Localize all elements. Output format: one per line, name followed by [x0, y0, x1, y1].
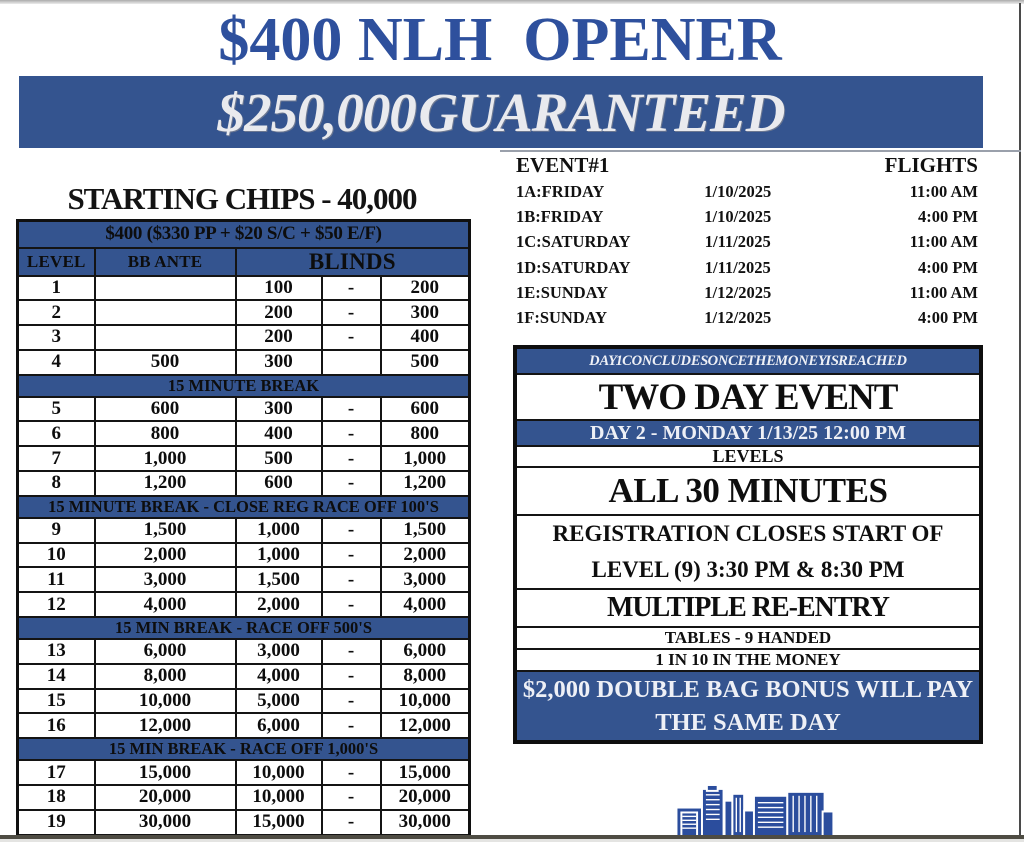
level-cell: 14 — [18, 664, 95, 689]
bb-ante-cell: 20,000 — [95, 785, 236, 810]
level-row — [18, 300, 470, 325]
day1-conclusion-note: DAY 1 CONCLUDES ONCE THE MONEY IS REACHED — [517, 349, 979, 373]
flight-name: 1F:SUNDAY — [516, 308, 608, 328]
separator-cell: - — [322, 689, 381, 714]
two-day-event-label: TWO DAY EVENT — [517, 373, 979, 419]
flight-name: 1A:FRIDAY — [516, 181, 605, 201]
small-blind-cell: 200 — [236, 300, 322, 325]
level-row — [18, 518, 470, 543]
level-cell: 5 — [18, 397, 95, 422]
small-blind-cell: 200 — [236, 325, 322, 350]
small-blind-cell: 500 — [236, 446, 322, 471]
small-blind-cell: 5,000 — [236, 689, 322, 714]
big-blind-cell: 1,500 — [381, 518, 470, 543]
event-info-box — [513, 345, 983, 744]
blind-structure-table — [16, 219, 471, 842]
double-bag-bonus — [517, 670, 979, 740]
flight-name: 1E:SUNDAY — [516, 282, 608, 302]
bb-ante-cell — [95, 325, 236, 350]
flight-name: 1D:SATURDAY — [516, 257, 631, 277]
big-blind-cell: 600 — [381, 397, 470, 422]
flight-time: 4:00 PM — [917, 257, 978, 277]
level-cell: 19 — [18, 810, 95, 835]
separator-cell: - — [322, 639, 381, 664]
flight-date: 1/11/2025 — [704, 232, 771, 252]
flight-date: 1/11/2025 — [704, 257, 771, 277]
small-blind-cell: 10,000 — [236, 785, 322, 810]
small-blind-cell: 1,000 — [236, 518, 322, 543]
flight-date: 1/12/2025 — [704, 282, 772, 302]
registration-close-line1: REGISTRATION CLOSES START OF — [552, 521, 944, 546]
small-blind-cell: 1,500 — [236, 567, 322, 592]
level-cell: 8 — [18, 471, 95, 496]
small-blind-cell: 600 — [236, 471, 322, 496]
city-skyline-icon — [666, 785, 838, 836]
small-blind-cell: 400 — [236, 421, 322, 446]
flights-divider-line — [500, 150, 1021, 152]
in-the-money-info: 1 IN 10 IN THE MONEY — [517, 648, 979, 670]
tables-info: TABLES - 9 HANDED — [517, 626, 979, 648]
column-header-row — [18, 248, 470, 276]
big-blind-cell: 400 — [381, 325, 470, 350]
flight-date: 1/12/2025 — [704, 308, 772, 328]
level-cell: 15 — [18, 689, 95, 714]
big-blind-cell: 6,000 — [381, 639, 470, 664]
break-label: 15 MINUTE BREAK - CLOSE REG RACE OFF 100'S — [18, 496, 470, 518]
registration-close-line2: LEVEL (9) 3:30 PM & 8:30 PM — [591, 557, 905, 582]
level-cell: 4 — [18, 350, 95, 375]
level-column-header: LEVEL — [18, 248, 95, 276]
small-blind-cell: 300 — [236, 397, 322, 422]
level-row — [18, 446, 470, 471]
bb-ante-cell: 500 — [95, 350, 236, 375]
flight-time: 11:00 AM — [909, 181, 978, 201]
level-row — [18, 639, 470, 664]
flight-date: 1/10/2025 — [704, 181, 772, 201]
level-cell: 2 — [18, 300, 95, 325]
separator-cell: - — [322, 592, 381, 617]
flights-label: FLIGHTS — [884, 153, 978, 177]
big-blind-cell: 200 — [381, 276, 470, 301]
window-top-edge — [0, 0, 1024, 4]
flight-row — [516, 204, 978, 229]
bonus-line2: THE SAME DAY — [655, 709, 841, 736]
small-blind-cell: 6,000 — [236, 713, 322, 738]
reentry-info: MULTIPLE RE-ENTRY — [517, 588, 979, 626]
flight-time: 11:00 AM — [909, 232, 978, 252]
big-blind-cell: 2,000 — [381, 543, 470, 568]
separator-cell: - — [322, 276, 381, 301]
guarantee-banner — [19, 76, 983, 148]
level-row — [18, 713, 470, 738]
level-cell: 12 — [18, 592, 95, 617]
big-blind-cell: 12,000 — [381, 713, 470, 738]
flight-date: 1/10/2025 — [704, 206, 772, 226]
level-row — [18, 689, 470, 714]
level-row — [18, 397, 470, 422]
bb-ante-cell: 1,000 — [95, 446, 236, 471]
bb-ante-cell: 1,200 — [95, 471, 236, 496]
flight-row — [516, 230, 978, 255]
starting-chips-title: STARTING CHIPS - 40,000 — [67, 181, 417, 216]
big-blind-cell: 300 — [381, 300, 470, 325]
separator-cell: - — [322, 543, 381, 568]
level-row — [18, 760, 470, 785]
bb-ante-cell: 4,000 — [95, 592, 236, 617]
separator-cell: - — [322, 518, 381, 543]
flight-row — [516, 179, 978, 204]
level-cell: 18 — [18, 785, 95, 810]
break-label: 15 MIN BREAK - RACE OFF 1,000'S — [18, 738, 470, 760]
levels-label: LEVELS — [517, 445, 979, 466]
level-row — [18, 471, 470, 496]
small-blind-cell: 4,000 — [236, 664, 322, 689]
flight-name: 1B:FRIDAY — [516, 206, 604, 226]
separator-cell: - — [322, 421, 381, 446]
big-blind-cell: 20,000 — [381, 785, 470, 810]
small-blind-cell: 300 — [236, 350, 322, 375]
big-blind-cell: 800 — [381, 421, 470, 446]
level-row — [18, 592, 470, 617]
bb-ante-cell — [95, 276, 236, 301]
registration-close-info — [517, 514, 979, 588]
small-blind-cell: 3,000 — [236, 639, 322, 664]
separator-cell: - — [322, 567, 381, 592]
level-row — [18, 664, 470, 689]
level-cell: 7 — [18, 446, 95, 471]
small-blind-cell: 15,000 — [236, 810, 322, 835]
bb-ante-cell: 800 — [95, 421, 236, 446]
level-cell: 17 — [18, 760, 95, 785]
level-cell: 3 — [18, 325, 95, 350]
flight-time: 11:00 AM — [909, 282, 978, 302]
separator-cell: - — [322, 325, 381, 350]
bb-ante-cell: 2,000 — [95, 543, 236, 568]
separator-cell — [322, 350, 381, 375]
big-blind-cell: 15,000 — [381, 760, 470, 785]
level-cell: 10 — [18, 543, 95, 568]
bb-ante-cell: 15,000 — [95, 760, 236, 785]
flight-row — [516, 280, 978, 305]
break-label: 15 MIN BREAK - RACE OFF 500'S — [18, 617, 470, 639]
guarantee-text: $250,000 GUARANTEED — [217, 81, 785, 143]
break-row — [18, 375, 470, 397]
event-number-label: EVENT#1 — [516, 153, 610, 177]
level-row — [18, 543, 470, 568]
bb-ante-cell: 30,000 — [95, 810, 236, 835]
flight-time: 4:00 PM — [917, 206, 978, 226]
level-cell: 6 — [18, 421, 95, 446]
bb-ante-cell: 1,500 — [95, 518, 236, 543]
bb-ante-cell: 10,000 — [95, 689, 236, 714]
flight-row — [516, 305, 978, 330]
level-row — [18, 325, 470, 350]
level-row — [18, 421, 470, 446]
big-blind-cell: 1,200 — [381, 471, 470, 496]
separator-cell: - — [322, 397, 381, 422]
bb-ante-cell — [95, 300, 236, 325]
flights-list — [516, 179, 978, 331]
level-cell: 1 — [18, 276, 95, 301]
level-cell: 13 — [18, 639, 95, 664]
bb-ante-cell: 8,000 — [95, 664, 236, 689]
level-duration: ALL 30 MINUTES — [517, 466, 979, 514]
separator-cell: - — [322, 810, 381, 835]
separator-cell: - — [322, 760, 381, 785]
day2-schedule: DAY 2 - MONDAY 1/13/25 12:00 PM — [517, 419, 979, 445]
small-blind-cell: 100 — [236, 276, 322, 301]
bb-ante-column-header: BB ANTE — [95, 248, 236, 276]
level-row — [18, 276, 470, 301]
break-row — [18, 738, 470, 760]
separator-cell: - — [322, 785, 381, 810]
bonus-line1: $2,000 DOUBLE BAG BONUS WILL PAY — [522, 676, 974, 703]
separator-cell: - — [322, 471, 381, 496]
separator-cell: - — [322, 713, 381, 738]
level-row — [18, 810, 470, 835]
big-blind-cell: 4,000 — [381, 592, 470, 617]
flight-name: 1C:SATURDAY — [516, 232, 631, 252]
buyin-header-row — [18, 221, 470, 248]
break-row — [18, 617, 470, 639]
separator-cell: - — [322, 446, 381, 471]
big-blind-cell: 500 — [381, 350, 470, 375]
separator-cell: - — [322, 300, 381, 325]
break-label: 15 MINUTE BREAK — [18, 375, 470, 397]
bb-ante-cell: 3,000 — [95, 567, 236, 592]
level-cell: 11 — [18, 567, 95, 592]
flight-time: 4:00 PM — [917, 308, 978, 328]
big-blind-cell: 8,000 — [381, 664, 470, 689]
level-row — [18, 785, 470, 810]
buyin-header: $400 ($330 PP + $20 S/C + $50 E/F) — [18, 221, 470, 248]
flights-header — [516, 153, 978, 177]
bb-ante-cell: 600 — [95, 397, 236, 422]
level-cell: 9 — [18, 518, 95, 543]
event-title: $400 NLH OPENER — [218, 6, 782, 74]
small-blind-cell: 2,000 — [236, 592, 322, 617]
small-blind-cell: 1,000 — [236, 543, 322, 568]
level-row — [18, 350, 470, 375]
bb-ante-cell: 12,000 — [95, 713, 236, 738]
break-row — [18, 496, 470, 518]
page-right-border — [1019, 3, 1021, 842]
big-blind-cell: 1,000 — [381, 446, 470, 471]
big-blind-cell: 30,000 — [381, 810, 470, 835]
level-cell: 16 — [18, 713, 95, 738]
small-blind-cell: 10,000 — [236, 760, 322, 785]
big-blind-cell: 3,000 — [381, 567, 470, 592]
blinds-column-header: BLINDS — [236, 248, 470, 276]
bb-ante-cell: 6,000 — [95, 639, 236, 664]
level-row — [18, 567, 470, 592]
big-blind-cell: 10,000 — [381, 689, 470, 714]
flight-row — [516, 255, 978, 280]
separator-cell: - — [322, 664, 381, 689]
